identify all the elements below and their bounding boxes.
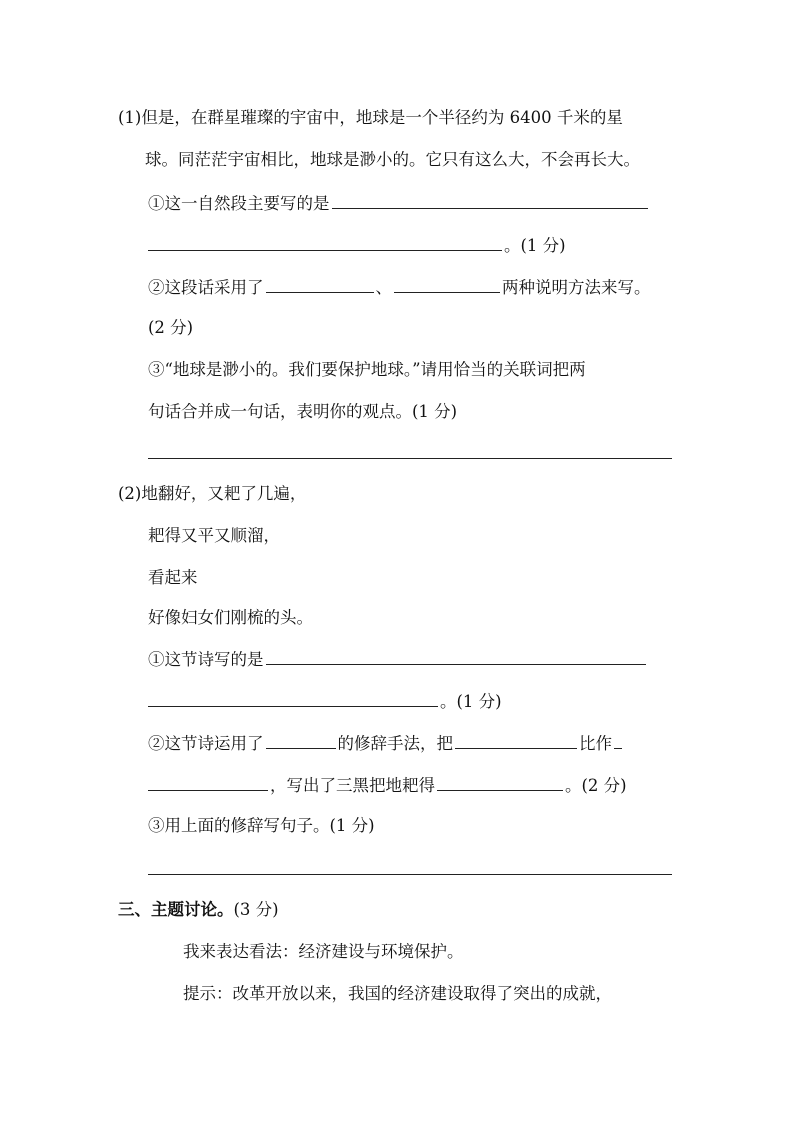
q1-sub2-blank-2[interactable]	[394, 274, 500, 293]
q1-sub3-answer-line[interactable]	[148, 458, 672, 459]
section3-heading-row	[118, 898, 279, 922]
q1-sub3-line2: 句话合并成一句话，表明你的观点。(1 分)	[148, 402, 458, 421]
q2-sub2-blank-4[interactable]	[437, 772, 563, 791]
q1-sub1-prompt: ①这一自然段主要写的是	[148, 194, 330, 213]
q2-sub2-blank-2[interactable]	[455, 730, 577, 749]
q2-sub2-prompt: ②这节诗运用了	[148, 734, 264, 753]
q2-sub1-continue-row	[148, 688, 502, 714]
q1-sub3-line1: ③“地球是渺小的。我们要保护地球。”请用恰当的关联词把两	[148, 360, 586, 379]
q2-sub2-blank-3b[interactable]	[148, 772, 268, 791]
q2-sub2-write: ，写出了三黑把地耙得	[270, 776, 435, 795]
q1-sub1-answer-blank[interactable]	[332, 190, 648, 209]
q2-poem-line4: 好像妇女们刚梳的头。	[148, 608, 313, 627]
q2-sub2-row	[148, 730, 624, 756]
q1-sub1-continue-row	[148, 232, 566, 258]
q1-sub2-row	[148, 274, 651, 300]
q2-poem-line1: (2)地翻好，又耙了几遍，	[118, 484, 307, 503]
q2-sub2-blank-3a[interactable]	[614, 730, 622, 749]
q1-sub2-sep: 、	[375, 278, 392, 297]
q1-sub2-score: (2 分)	[148, 318, 194, 337]
q1-sub2-prompt: ②这段话采用了	[148, 278, 264, 297]
q2-sub2-score: 。(2 分)	[565, 776, 627, 795]
q2-sub1-row	[148, 646, 648, 672]
q2-sub3-prompt: ③用上面的修辞写句子。(1 分)	[148, 816, 375, 835]
section3-heading: 三、主题讨论。	[118, 900, 234, 919]
q1-sub2-suffix: 两种说明方法来写。	[502, 278, 651, 297]
q1-sub2-blank-1[interactable]	[266, 274, 374, 293]
section3-line2: 提示：改革开放以来，我国的经济建设取得了突出的成就，	[183, 984, 612, 1003]
q2-sub3-answer-line[interactable]	[148, 874, 672, 875]
q2-sub2-blank-1[interactable]	[266, 730, 336, 749]
q1-text-line1: (1)但是，在群星璀璨的宇宙中，地球是一个半径约为 6400 千米的星	[118, 108, 623, 127]
q2-sub1-prompt: ①这节诗写的是	[148, 650, 264, 669]
q1-text-line2: 球。同茫茫宇宙相比，地球是渺小的。它只有这么大，不会再长大。	[145, 150, 640, 169]
q1-sub1-answer-blank-2[interactable]	[148, 232, 502, 251]
q2-sub2-row2	[148, 772, 627, 798]
q2-poem-line2: 耙得又平又顺溜，	[148, 526, 280, 545]
q2-sub2-compare: 比作	[579, 734, 612, 753]
q1-sub1-prompt-row	[148, 190, 650, 216]
q2-sub1-answer-blank[interactable]	[266, 646, 646, 665]
section3-line1: 我来表达看法：经济建设与环境保护。	[183, 942, 464, 961]
q2-sub1-score: 。(1 分)	[440, 692, 502, 711]
section3-heading-score: (3 分)	[233, 900, 279, 919]
q2-poem-line3: 看起来	[148, 568, 198, 587]
q2-sub2-mid: 的修辞手法，把	[337, 734, 453, 753]
q1-sub1-score: 。(1 分)	[504, 236, 566, 255]
q2-sub1-answer-blank-2[interactable]	[148, 688, 438, 707]
